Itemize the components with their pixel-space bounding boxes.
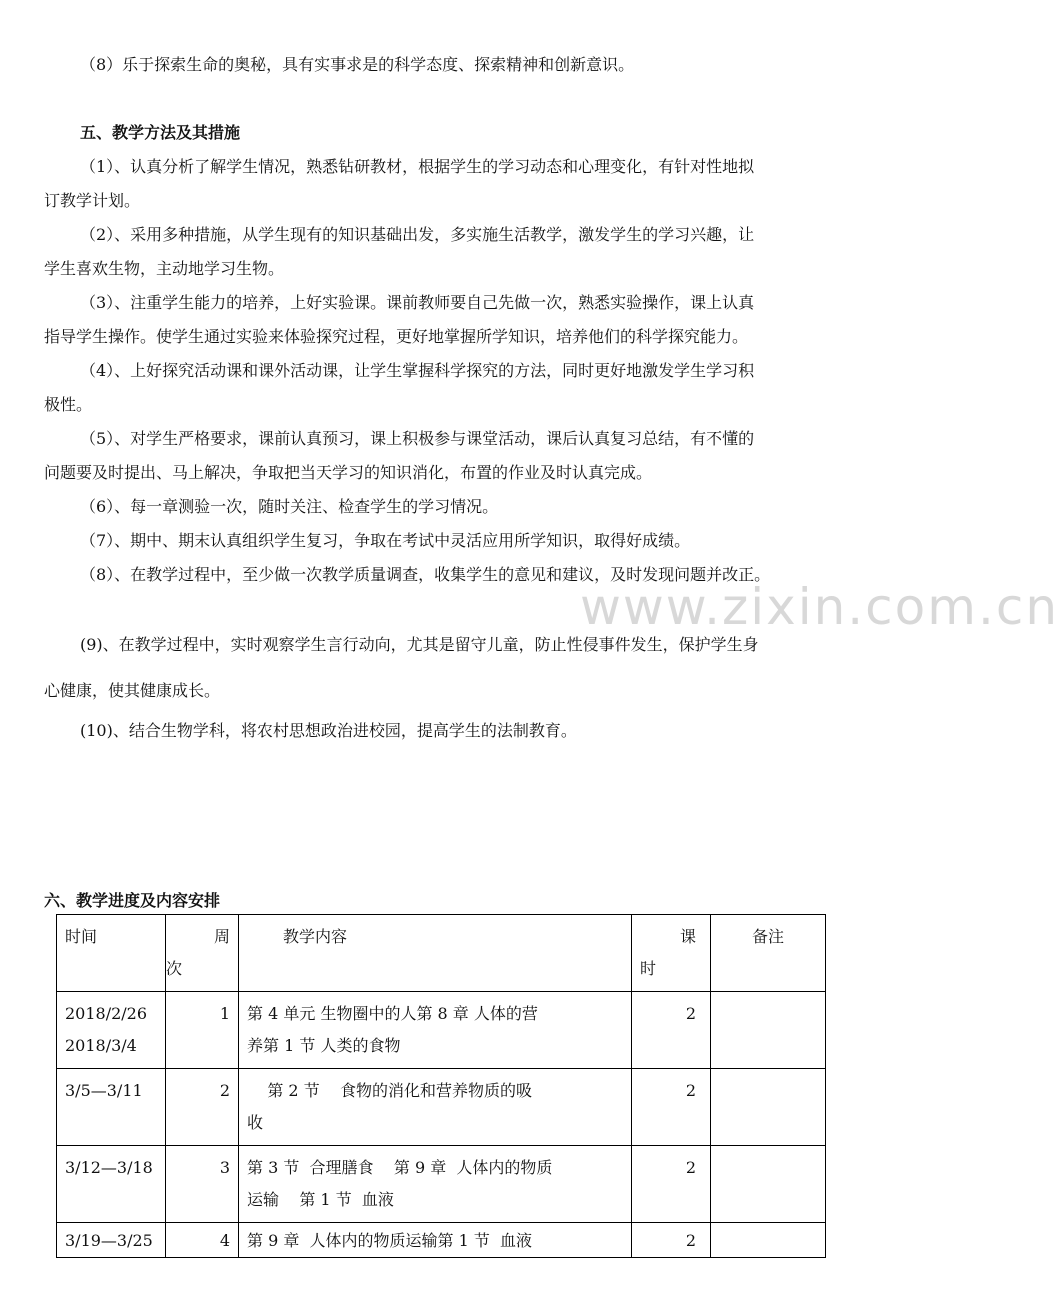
row-week: 2 [166, 1069, 239, 1146]
row-content-line1: 第 9 章 人体内的物质运输第 1 节 血液 [247, 1231, 533, 1250]
header-hours-top: 课 [679, 927, 696, 946]
method-item-5-line2: 问题要及时提出、马上解决，争取把当天学习的知识消化，布置的作业及时认真完成。 [44, 463, 653, 482]
header-week-bottom: 次 [166, 959, 183, 978]
row-content [239, 1146, 632, 1223]
header-week-top: 周 [213, 927, 230, 946]
table-row [57, 992, 826, 1069]
method-item-4-line1: （4）、上好探究活动课和课外活动课，让学生掌握科学探究的方法，同时更好地激发学生学习积 [80, 361, 755, 380]
row-week: 1 [166, 992, 239, 1069]
row-content [239, 992, 632, 1069]
row-note [711, 1146, 826, 1223]
row-time-start: 3/12—3/18 [65, 1158, 153, 1177]
row-time [57, 1146, 166, 1223]
row-hours: 2 [632, 1069, 711, 1146]
row-content-line2: 收 [247, 1113, 264, 1132]
method-item-10: (10)、结合生物学科，将农村思想政治进校园，提高学生的法制教育。 [80, 721, 577, 740]
row-content-line1: 第 3 节 合理膳食 第 9 章 人体内的物质 [247, 1158, 553, 1177]
row-hours: 2 [632, 1146, 711, 1223]
row-content-line2: 运输 第 1 节 血液 [247, 1190, 394, 1209]
row-time [57, 992, 166, 1069]
row-time-start: 3/19—3/25 [65, 1231, 153, 1250]
method-item-7: （7）、期中、期末认真组织学生复习，争取在考试中灵活应用所学知识，取得好成绩。 [80, 531, 691, 550]
row-time [57, 1069, 166, 1146]
method-item-2-line1: （2）、采用多种措施，从学生现有的知识基础出发，多实施生活教学，激发学生的学习兴趣，让 [80, 225, 755, 244]
row-content [239, 1223, 632, 1258]
header-time: 时间 [57, 915, 166, 992]
header-week [166, 915, 239, 992]
method-item-9-line1: (9)、在教学过程中，实时观察学生言行动向，尤其是留守儿童，防止性侵事件发生，保护学生身 [80, 635, 759, 654]
header-note: 备注 [711, 915, 826, 992]
schedule-table [56, 914, 826, 1258]
method-item-8: （8）、在教学过程中，至少做一次教学质量调查，收集学生的意见和建议，及时发现问题并改正。 [80, 565, 771, 584]
method-item-6: （6）、每一章测验一次，随时关注、检查学生的学习情况。 [80, 497, 499, 516]
watermark: www.zixin.com.cn [580, 578, 1059, 636]
row-time-start: 3/5—3/11 [65, 1081, 143, 1100]
table-row [57, 1223, 826, 1258]
row-note [711, 1069, 826, 1146]
method-item-1-line2: 订教学计划。 [44, 191, 141, 210]
table-header-row [57, 915, 826, 992]
method-item-3-line2: 指导学生操作。使学生通过实验来体验探究过程，更好地掌握所学知识，培养他们的科学探究能力。 [44, 327, 749, 346]
table-row [57, 1069, 826, 1146]
row-hours: 2 [632, 992, 711, 1069]
row-content-line1: 第 2 节 食物的消化和营养物质的吸 [247, 1081, 533, 1100]
row-note [711, 992, 826, 1069]
method-item-4-line2: 极性。 [44, 395, 93, 414]
section-5-heading: 五、教学方法及其措施 [80, 123, 241, 142]
section-6-heading: 六、教学进度及内容安排 [44, 891, 221, 910]
row-week: 4 [166, 1223, 239, 1258]
row-week: 3 [166, 1146, 239, 1223]
row-note [711, 1223, 826, 1258]
row-content [239, 1069, 632, 1146]
method-item-1-line1: （1）、认真分析了解学生情况，熟悉钻研教材，根据学生的学习动态和心理变化，有针对性地拟 [80, 157, 755, 176]
header-content: 教学内容 [239, 915, 632, 992]
objective-item-8: （8）乐于探索生命的奥秘，具有实事求是的科学态度、探索精神和创新意识。 [80, 55, 635, 74]
method-item-2-line2: 学生喜欢生物，主动地学习生物。 [44, 259, 285, 278]
header-hours-bottom: 时 [640, 959, 657, 978]
table-row [57, 1146, 826, 1223]
method-item-3-line1: （3）、注重学生能力的培养，上好实验课。课前教师要自己先做一次，熟悉实验操作，课上认真 [80, 293, 755, 312]
row-content-line1: 第 4 单元 生物圈中的人第 8 章 人体的营 [247, 1004, 538, 1023]
method-item-9-line2: 心健康，使其健康成长。 [44, 681, 221, 700]
row-hours: 2 [632, 1223, 711, 1258]
row-time-start: 2018/2/26 [65, 1004, 148, 1023]
row-time-end: 2018/3/4 [65, 1036, 137, 1055]
row-content-line2: 养第 1 节 人类的食物 [247, 1036, 401, 1055]
method-item-5-line1: （5）、对学生严格要求，课前认真预习，课上积极参与课堂活动，课后认真复习总结，有不懂的 [80, 429, 755, 448]
row-time [57, 1223, 166, 1258]
header-hours [632, 915, 711, 992]
